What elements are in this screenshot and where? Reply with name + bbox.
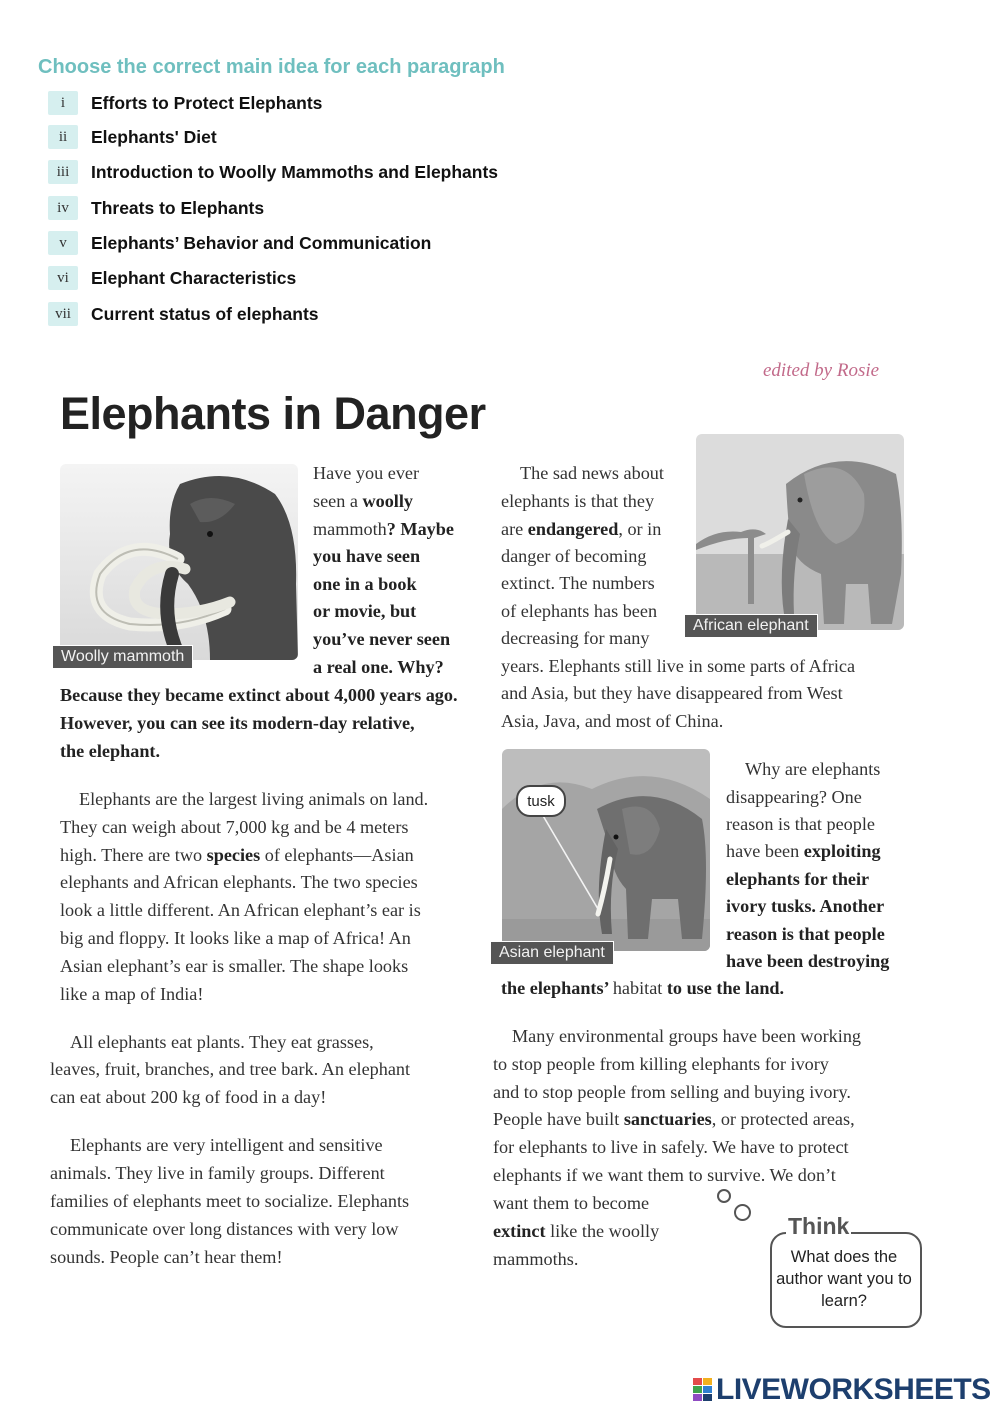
edited-by-credit: edited by Rosie [763,360,880,381]
option-number: iii [48,160,78,184]
asian-elephant-image [502,749,710,951]
article-p7-line: extinct like the woolly [493,1221,660,1241]
article-p1-line: mammoth? Maybe [313,519,454,539]
article-p5-line: of elephants has been [501,601,658,621]
article-p7-line: for elephants to live in safely. We have to protect [493,1137,849,1157]
african-elephant-caption: African elephant [684,614,818,638]
article-p1-line: Have you ever [313,463,420,483]
think-question: What does the author want you to learn? [776,1248,912,1310]
article-p7-line: to stop people from killing elephants for ivory [493,1054,829,1074]
article-p7-line: want them to become [493,1193,650,1213]
article-p5-line: Asia, Java, and most of China. [501,711,724,731]
article-p2-line: Asian elephant’s ear is smaller. The shape looks [60,956,409,976]
article-p2-line: They can weigh about 7,000 kg and be 4 meters [60,817,409,837]
option-label: Elephants’ Behavior and Communication [91,232,432,253]
article-p3-line: can eat about 200 kg of food in a day! [50,1087,327,1107]
article-p7-line: and to stop people from selling and buying ivory. [493,1082,851,1102]
option-label: Elephant Characteristics [91,267,297,288]
option-label: Elephants' Diet [91,126,217,147]
article-p7-line: People have built sanctuaries, or protected areas, [493,1109,855,1129]
article-p6-line: elephants for their [726,869,870,889]
article-p4-line: Elephants are very intelligent and sensitive [70,1135,383,1155]
article-p1-line: a real one. Why? [313,657,444,677]
option-number: v [48,231,78,255]
option-number: vi [48,266,78,290]
article-p2-line: Elephants are the largest living animals on land. [79,789,429,809]
woolly-mammoth-image [60,464,298,660]
article-p7-line: mammoths. [493,1249,579,1269]
tusk-callout [516,785,566,817]
article-p1-line: you have seen [313,546,421,566]
article-p1-line: seen a woolly [313,491,414,511]
article-p6-line: reason is that people [726,924,885,944]
article-p3-line: All elephants eat plants. They eat grasses, [70,1032,374,1052]
option-row[interactable] [48,195,264,221]
article-p2-line: big and floppy. It looks like a map of Africa! An [60,928,411,948]
option-label: Current status of elephants [91,303,319,324]
article-p1-line: or movie, but [313,601,417,621]
article-p5-line: are endangered, or in [501,519,662,539]
option-row[interactable] [48,124,217,150]
tusk-callout-label: tusk [527,792,555,810]
option-row[interactable] [48,301,319,327]
option-row[interactable] [48,90,322,116]
task-title: Choose the correct main idea for each paragraph [38,56,505,78]
article-p6-line: have been exploiting [726,841,881,861]
article-p6-line: reason is that people [726,814,875,834]
liveworksheets-brand: LIVEWORKSHEETS [716,1373,991,1406]
article-p1-line: However, you can see its modern-day relative, [60,713,415,733]
article-p1-line: one in a book [313,574,417,594]
liveworksheets-logo-icon [693,1378,713,1402]
article-p3-line: leaves, fruit, branches, and tree bark. An elephant [50,1059,411,1079]
option-number: ii [48,125,78,149]
option-label: Efforts to Protect Elephants [91,92,323,113]
article-p6-line: disappearing? One [726,787,862,807]
article-p7-line: Many environmental groups have been working [512,1026,862,1046]
article-p2-line: elephants and African elephants. The two species [60,872,418,892]
article-title: Elephants in Danger [60,388,486,439]
article-p5-line: danger of becoming [501,546,647,566]
article-p5-line: years. Elephants still live in some parts of Africa [501,656,856,676]
article-p1-line: the elephant. [60,741,161,761]
option-row[interactable] [48,230,431,256]
asian-elephant-caption: Asian elephant [490,941,614,965]
article-p2-line: look a little different. An African elephant’s ear is [60,900,421,920]
article-p5-line: elephants is that they [501,491,655,511]
think-bubble-dot-large [734,1204,751,1221]
article-p4-line: animals. They live in family groups. Different [50,1163,385,1183]
article-p6-line: the elephants’ habitat to use the land. [501,978,785,998]
article-p6-line: ivory tusks. Another [726,896,885,916]
article-p1-line: you’ve never seen [313,629,451,649]
article-p4-line: communicate over long distances with very low [50,1219,399,1239]
option-row[interactable] [48,265,296,291]
article-p4-line: families of elephants meet to socialize. Elephants [50,1191,410,1211]
option-number: iv [48,196,78,220]
think-label: Think [788,1213,850,1239]
article-p5-line: decreasing for many [501,628,650,648]
option-label: Introduction to Woolly Mammoths and Elephants [91,161,499,182]
article-p5-line: and Asia, but they have disappeared from West [501,683,843,703]
article-p7-line: elephants if we want them to survive. We don’t [493,1165,836,1185]
article-p5-line: extinct. The numbers [501,573,655,593]
option-number: vii [48,302,78,326]
article-p6-line: Why are elephants [745,759,881,779]
african-elephant-image [696,434,904,630]
woolly-mammoth-caption: Woolly mammoth [52,645,193,669]
article-p1-line: Because they became extinct about 4,000 years ago. [60,685,458,705]
option-number: i [48,91,78,115]
option-row[interactable] [48,159,498,185]
article-p2-line: like a map of India! [60,984,204,1004]
article-p2-line: high. There are two species of elephants—Asian [60,845,414,865]
article-p4-line: sounds. People can’t hear them! [50,1247,283,1267]
article-p5-line: The sad news about [520,463,664,483]
article-p6-line: have been destroying [726,951,890,971]
option-label: Threats to Elephants [91,197,265,218]
think-bubble-dot-small [717,1189,731,1203]
